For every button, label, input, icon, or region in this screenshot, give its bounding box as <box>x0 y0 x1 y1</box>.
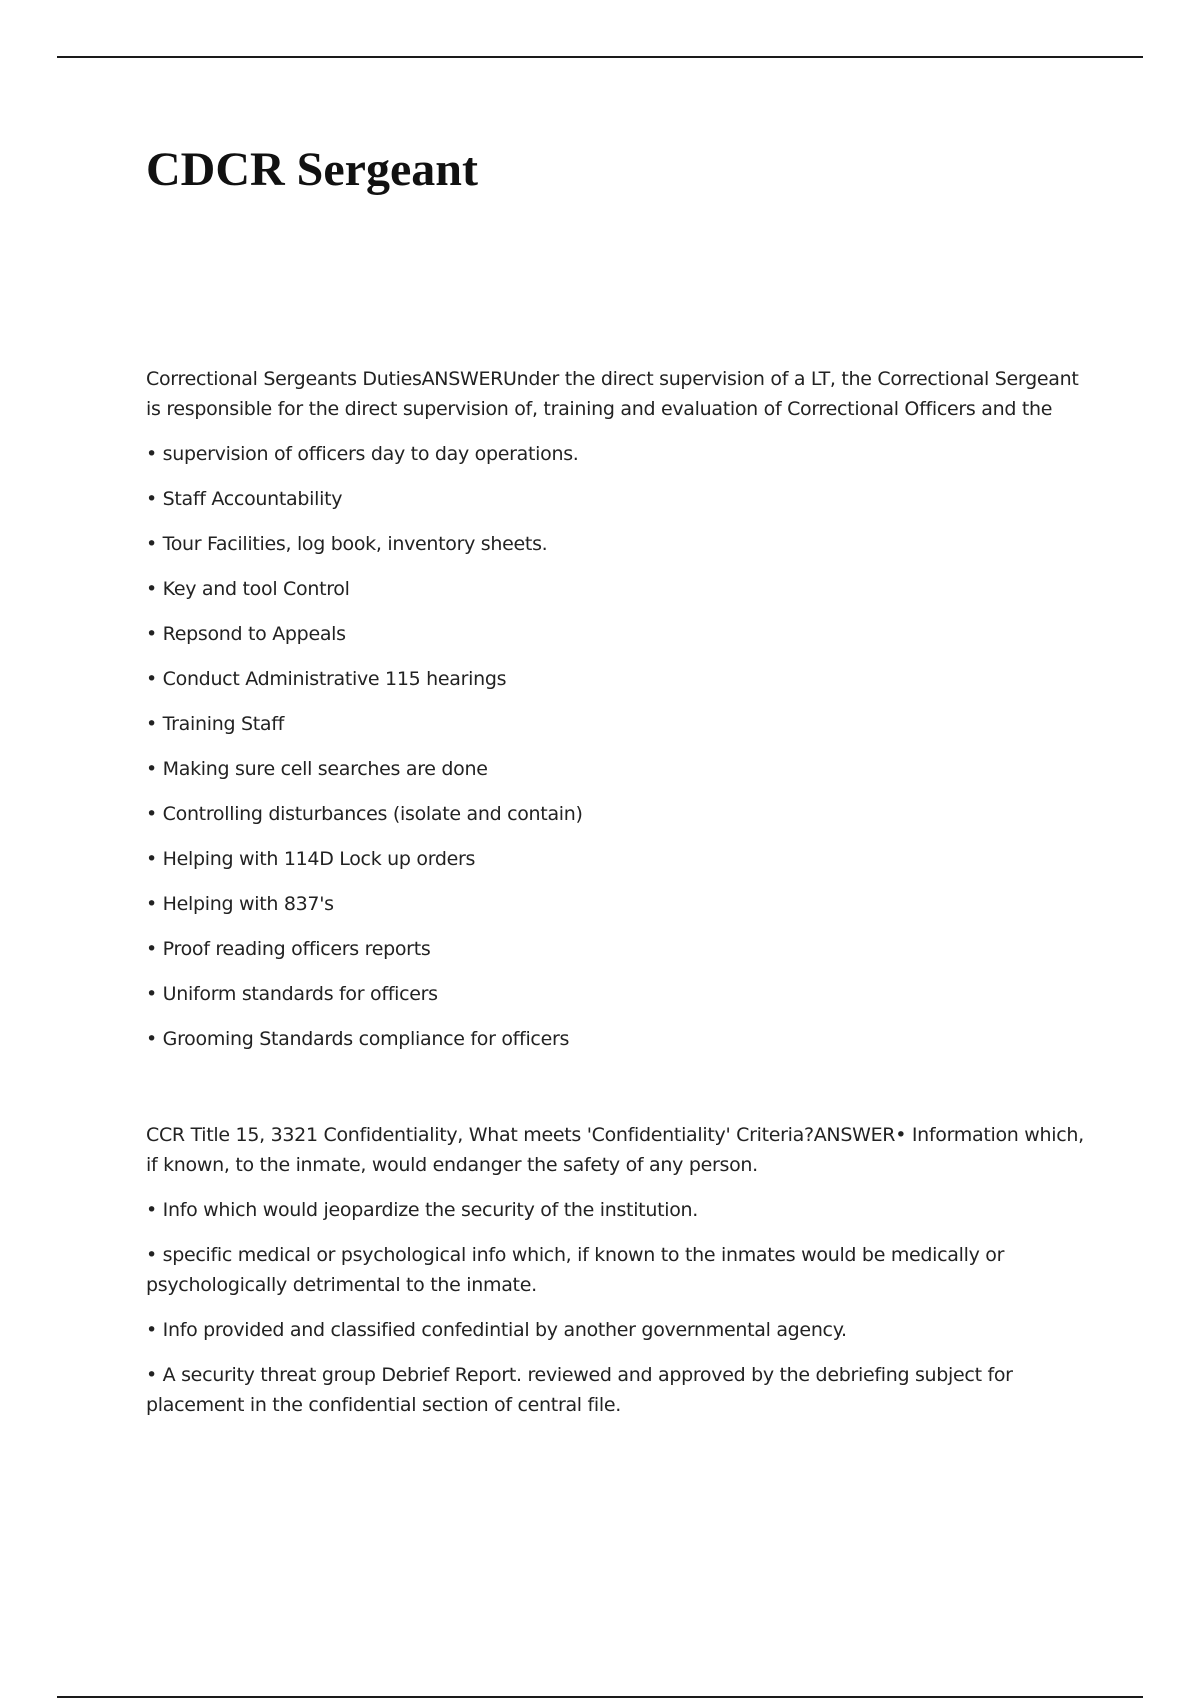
list-item: • Info provided and classified confedintial by another governmental agency. <box>146 1319 847 1341</box>
list-item: • Helping with 837's <box>146 893 334 915</box>
list-item: • Training Staff <box>146 713 284 735</box>
bottom-rule <box>57 1696 1143 1698</box>
list-item: • supervision of officers day to day operations. <box>146 443 579 465</box>
list-item: • Helping with 114D Lock up orders <box>146 848 476 870</box>
list-item: • Uniform standards for officers <box>146 983 438 1005</box>
list-item: • Tour Facilities, log book, inventory sheets. <box>146 533 548 555</box>
section-intro: CCR Title 15, 3321 Confidentiality, What meets 'Confidentiality' Criteria?ANSWER• Information which, if known, to the inmate, would endanger the safety of any person. <box>146 1124 1084 1176</box>
list-item: • Conduct Administrative 115 hearings <box>146 668 507 690</box>
list-item: • specific medical or psychological info which, if known to the inmates would be medically or psychologically detrimental to the inmate. <box>146 1244 1005 1296</box>
bullet-list <box>146 439 1086 1054</box>
document-body <box>146 140 1086 1420</box>
list-item: • Grooming Standards compliance for officers <box>146 1028 570 1050</box>
section-intro: Correctional Sergeants DutiesANSWERUnder the direct supervision of a LT, the Correctional Sergeant is responsible for the direct supervision of, training and evaluation of Correctional Officers and the <box>146 368 1079 420</box>
document-title: CDCR Sergeant <box>146 143 478 196</box>
list-item: • Proof reading officers reports <box>146 938 431 960</box>
list-item: • Controlling disturbances (isolate and contain) <box>146 803 583 825</box>
list-item: • Info which would jeopardize the security of the institution. <box>146 1199 699 1221</box>
section-confidentiality <box>146 1120 1086 1420</box>
section-sergeant-duties <box>146 364 1086 1054</box>
top-rule <box>57 56 1143 58</box>
list-item: • Repsond to Appeals <box>146 623 346 645</box>
list-item: • Staff Accountability <box>146 488 343 510</box>
bullet-list <box>146 1195 1086 1420</box>
list-item: • A security threat group Debrief Report. reviewed and approved by the debriefing subject for placement in the confidential section of central file. <box>146 1364 1013 1416</box>
list-item: • Making sure cell searches are done <box>146 758 488 780</box>
list-item: • Key and tool Control <box>146 578 350 600</box>
